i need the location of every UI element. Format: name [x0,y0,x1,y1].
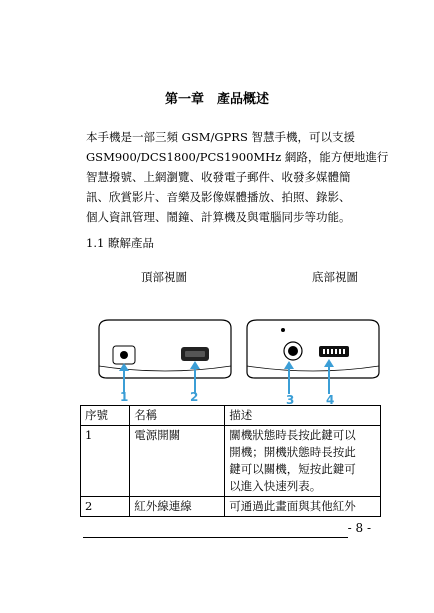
intro-line: 智慧撥號、上網瀏覽、收發電子郵件、收發多媒體簡 [86,170,351,184]
header-description: 描述 [225,406,381,426]
description-line: 鍵可以關機，短按此鍵可 [229,462,356,476]
bottom-view-label: 底部視圖 [312,270,358,284]
chapter-title: 第一章 產品概述 [164,92,269,107]
row-name: 紅外線連線 [130,497,225,517]
top-view-illustration [95,316,235,398]
header-name: 名稱 [130,406,225,426]
row-description [225,426,381,497]
description-line: 開機；開機狀態時長按此 [229,445,356,459]
intro-line: GSM900/DCS1800/PCS1900MHz 網路，能方便地進行 [86,150,389,164]
header-number: 序號 [81,406,130,426]
intro-line: 訊、欣賞影片、音樂及影像媒體播放、拍照、錄影、 [86,190,351,204]
intro-line: 個人資訊管理、鬧鐘、計算機及與電腦同步等功能。 [86,210,351,224]
callout-4: 4 [326,393,335,407]
power-icon [120,351,128,359]
row-description [225,497,381,517]
intro-line: 本手機是一部三頻 GSM/GPRS 智慧手機，可以支援 [86,130,355,144]
table-row [81,426,381,497]
row-name: 電源開關 [130,426,225,497]
page-number: - 8 - [347,521,371,535]
callout-2: 2 [190,390,199,404]
component-table [80,405,381,517]
table-row [81,497,381,517]
bottom-view-illustration [243,316,383,398]
description-line: 以進入快速列表。 [229,479,322,493]
footer-rule [83,537,348,538]
description-line: 關機狀態時長按此鍵可以 [229,428,356,442]
intro-paragraph [86,127,389,227]
description-line: 可通過此畫面與其他紅外 [229,499,356,513]
callout-3: 3 [286,393,295,407]
row-number: 1 [81,426,130,497]
top-view-label: 頂部視圖 [141,270,187,284]
table-header-row [81,406,381,426]
section-heading: 1.1 瞭解產品 [86,236,154,250]
callout-1: 1 [120,390,129,404]
row-number: 2 [81,497,130,517]
